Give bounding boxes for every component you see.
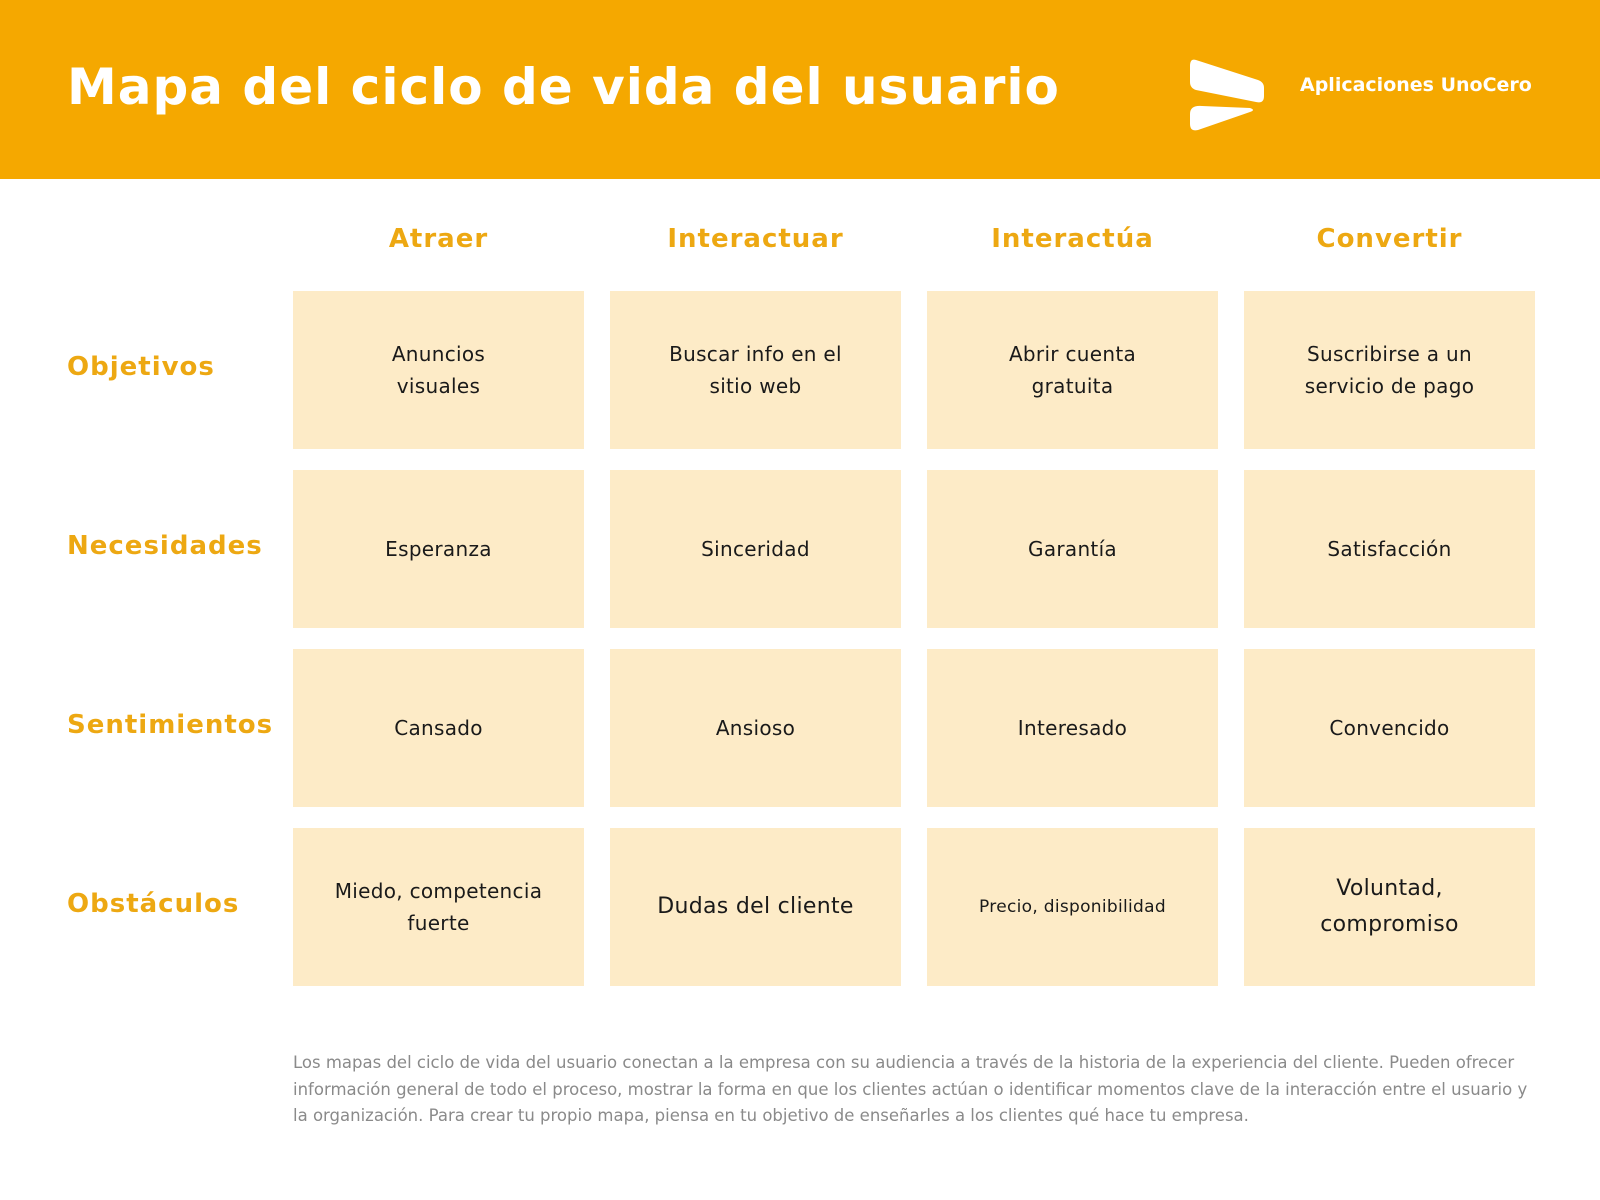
cell-text: Sinceridad bbox=[701, 537, 810, 561]
map-cell bbox=[927, 828, 1218, 986]
map-cell bbox=[1244, 649, 1535, 807]
map-cell bbox=[927, 470, 1218, 628]
cell-text: Precio, disponibilidad bbox=[979, 897, 1166, 917]
cell-text: Convencido bbox=[1329, 716, 1450, 740]
cell-text: Esperanza bbox=[385, 537, 492, 561]
cell-text: Anuncios visuales bbox=[391, 342, 486, 398]
cell-text: Garantía bbox=[1028, 537, 1117, 561]
cell-text: Cansado bbox=[394, 716, 483, 740]
map-cell bbox=[927, 649, 1218, 807]
row-label-objetivos: Objetivos bbox=[67, 352, 215, 382]
uno-cero-logo-icon bbox=[1188, 58, 1264, 132]
map-cell bbox=[610, 470, 901, 628]
map-cell bbox=[293, 470, 584, 628]
cell-text: Buscar info en el sitio web bbox=[669, 342, 842, 398]
column-header-interactuar: Interactuar bbox=[667, 224, 844, 254]
map-cell bbox=[610, 291, 901, 449]
header-banner bbox=[0, 0, 1600, 179]
map-cell bbox=[1244, 470, 1535, 628]
cell-text: Miedo, competencia fuerte bbox=[334, 879, 543, 935]
map-cell bbox=[293, 828, 584, 986]
cell-text: Suscribirse a un servicio de pago bbox=[1304, 342, 1475, 398]
row-label-sentimientos: Sentimientos bbox=[67, 710, 274, 740]
row-label-necesidades: Necesidades bbox=[67, 531, 263, 561]
column-header-interactua: Interactúa bbox=[991, 224, 1154, 254]
map-cell bbox=[610, 649, 901, 807]
cell-text: Abrir cuenta gratuita bbox=[1008, 342, 1137, 398]
column-header-atraer: Atraer bbox=[388, 224, 489, 254]
page-title: Mapa del ciclo de vida del usuario bbox=[67, 58, 1060, 116]
map-cell bbox=[610, 828, 901, 986]
map-cell bbox=[1244, 828, 1535, 986]
map-cell bbox=[293, 649, 584, 807]
row-label-obstaculos: Obstáculos bbox=[67, 889, 240, 919]
footnote-text: Los mapas del ciclo de vida del usuario conectan a la empresa con su audiencia a través de la historia de la experiencia del cliente. Pueden ofrecer información general de todo el proceso, mostrar la forma en que los clientes actúan o identificar momentos clave de la interacción entre el usuario y la organización. Para crear tu propio mapa, piensa en tu objetivo de enseñarles a los clientes qué hace tu empresa. bbox=[293, 1053, 1528, 1125]
cell-text: Satisfacción bbox=[1327, 537, 1452, 561]
cell-text: Interesado bbox=[1017, 716, 1128, 740]
map-cell bbox=[1244, 291, 1535, 449]
cell-text: Voluntad, compromiso bbox=[1320, 876, 1459, 937]
cell-text: Dudas del cliente bbox=[657, 894, 854, 919]
cell-text: Ansioso bbox=[715, 716, 796, 740]
map-cell bbox=[293, 291, 584, 449]
map-cell bbox=[927, 291, 1218, 449]
brand-name: Aplicaciones UnoCero bbox=[1300, 74, 1532, 96]
column-header-convertir: Convertir bbox=[1316, 224, 1463, 254]
